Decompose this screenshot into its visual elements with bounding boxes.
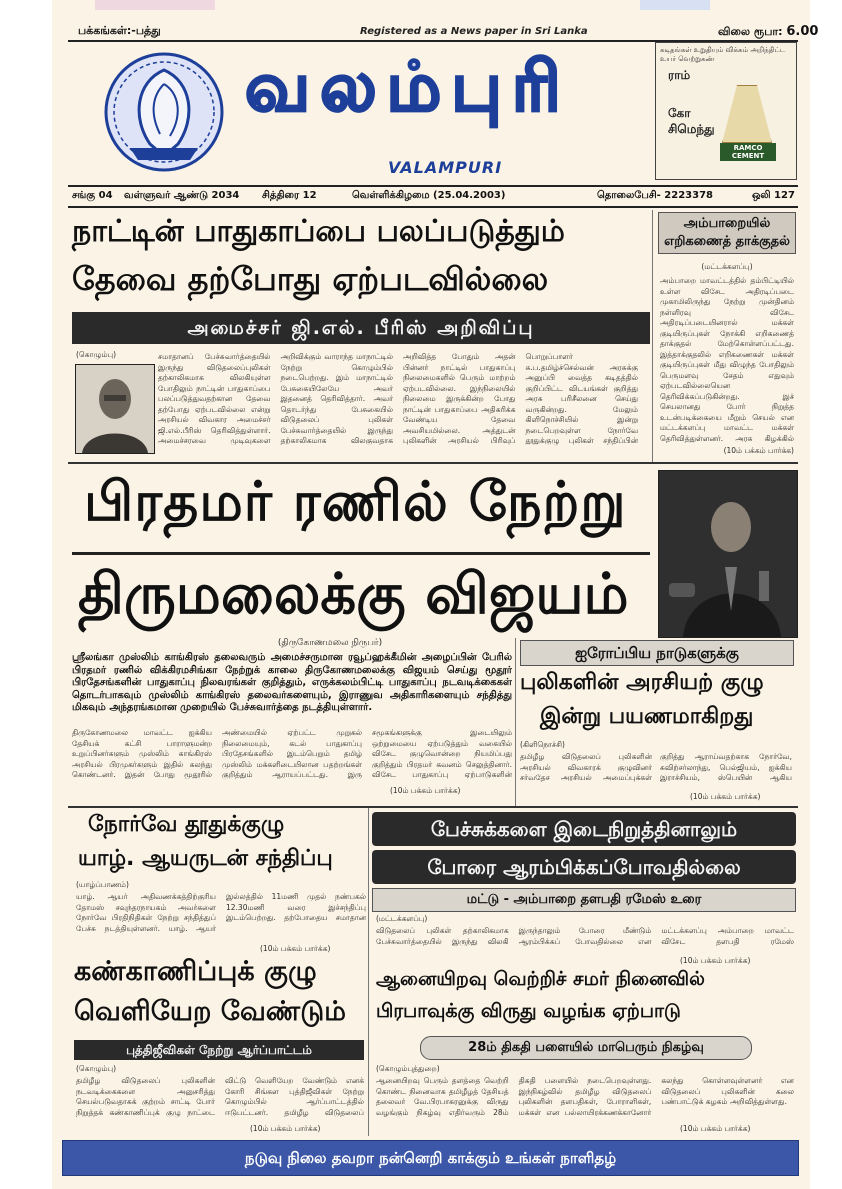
side-header-line1: அம்பாறையில் (683, 216, 771, 231)
press-photo-figure-icon (659, 471, 797, 637)
norway-dateline: (யாழ்ப்பாணம்) (76, 880, 129, 889)
section-divider (68, 462, 798, 464)
price-label: விலை ரூபா: (718, 25, 783, 38)
norway-continued: (10ம் பக்கம் பார்க்க) (260, 944, 331, 953)
pm-headline-line2: திருமலைக்கு விஜயம் (78, 562, 629, 627)
column-rule-right (652, 210, 653, 462)
portrait-figure-icon (76, 365, 154, 453)
elephant-banner: 28ம் திகதி பளையில் மாபெரும் நிகழ்வு (420, 1036, 752, 1060)
phone: தொலைபேசி- 2223378 (597, 190, 713, 201)
europe-body: தமிழீழ விடுதலைப் புலிகளின் அரசியல் விவகாரக் குழுவினர் சர்வதேச அரசியல் அமைப்புக்கள் குறித்து ஆராய்வதற்காக நோர்வே, சுவிற்சர்லாந்து, பெல்ஜியம், ஐக்கிய இராச்சியம், ஸ்பெயின் ஆகிய (520, 752, 792, 782)
monitor-continued: (10ம் பக்கம் பார்க்க) (250, 1124, 321, 1133)
volume: சங்கு 04 (72, 190, 113, 201)
elephant-dateline: (கொழும்புத்துறை) (376, 1064, 440, 1073)
norway-body: யாழ். ஆயர் அதிவணக்கத்திற்குரிய தோமஸ் சவுந்தரநாயகம் அவர்களை நோர்வே பிரதிநிதிகள் நேற்று சந்தித்துப் பேச்சு நடத்தியுள்ளனர். யாழ். ஆயர் இல்லத்தில் 11மணி முதல் நண்பகல் 12.30மணி வரை இச்சந்திப்பு இடம்பெற்றது. தற்போதைய சமாதான (76, 892, 366, 933)
pm-headline-line1: பிரதமர் ரணில் நேற்று (84, 470, 627, 533)
pm-body: திருகோணமலை மாவட்ட ஐக்கிய தேசியக் கட்சி பாராளுமன்ற உறுப்பினர்களும் முஸ்லிம் காங்கிரஸ் அரசியல் பிரமுகர்களும் இதில் கலந்து கொண்டனர். இதன் போது மூதூரில் அண்மையில் ஏற்பட்ட முறுகல் நிலைமையும், கடல் பாதுகாப்பு பிரதேசங்களில் இடம்பெறும் தமிழ் முஸ்லிம் மக்களிடையிலான பதற்றங்கள் குறித்தும் ஆராயப்பட்டது. இரு சமூகங்களுக்கு இடையிலும் ஒற்றுமையை ஏற்படுத்தும் வகையில் விசேட குழுவொன்றை நியமிப்பது குறித்தும் பிரதமர் கவனம் செலுத்தினார். விசேட பாதுகாப்பு ஏற்பாடுகளின் (72, 728, 512, 779)
elephant-body: ஆனையிறவு பெரும் தளத்தை வெற்றி கொண்ட நினைவாக தமிழீழத் தேசியத் தலைவர் வே.பிரபாகரனுக்கு விருது வழங்கும் நிகழ்வு எதிர்வரும் 28ம் திகதி பளையில் நடைபெறவுள்ளது. இந்நிகழ்வில் தமிழீழ விடுதலைப் புலிகளின் தளபதிகள், போராளிகள், மக்கள் என பல்லாயிரக்கணக்கானோர் கலந்து கொள்ளவுள்ளனர் என விடுதலைப் புலிகளின் கலை பண்பாட்டுக் கழகம் அறிவித்துள்ளது. (376, 1076, 794, 1117)
advert-brand: RAMCO CEMENT (720, 143, 776, 161)
monitor-headline-line2: வெளியேற வேண்டும் (74, 996, 346, 1027)
europe-continued: (10ம் பக்கம் பார்க்க) (690, 792, 761, 801)
europe-kicker: ஐரோப்பிய நாடுகளுக்கு (520, 640, 794, 666)
lead-headline-line2: தேவை தற்போது ஏற்படவில்லை (72, 260, 549, 298)
europe-dateline: (கிளிநொச்சி) (520, 740, 565, 749)
masthead-english: VALAMPURI (388, 158, 503, 177)
dateline-rule-top (68, 185, 798, 187)
side-story-header (658, 212, 796, 254)
advert-text: கடிதங்கள் உறுதியும் விக்கம் அறிந்திட்ட உயர் வெற்றுகண் (660, 46, 786, 63)
elephant-continued: (10ம் பக்கம் பார்க்க) (680, 1124, 751, 1133)
section-divider-2 (68, 806, 798, 808)
month: சித்திரை 12 (262, 190, 317, 201)
column-rule-bottom (368, 968, 369, 1136)
norway-headline-line2: யாழ். ஆயருடன் சந்திப்பு (78, 846, 333, 871)
advert-word-3: சிமெந்து (668, 122, 715, 136)
side-dateline: (மட்டக்களப்பு) (701, 262, 753, 271)
top-stamp-left (95, 0, 215, 10)
elephant-headline-line1: ஆனையிறவு வெற்றிச் சமர் நினைவில் (376, 968, 705, 990)
talks-headline-line1: பேச்சுக்களை இடைநிறுத்தினாலும் (372, 812, 796, 846)
lead-body: சமாதானப் பேச்சுவார்த்தையில் இருந்து விடுதலைப்புலிகள் தற்காலிகமாக விலகியுள்ள போதிலும் நாட்டின் பாதுகாப்பை பலப்படுத்துவதற்கான தேவை தற்போது ஏற்படவில்லை என்று அரசியல் விவகார அமைச்சர் ஜி.எல்.பீரிஸ் தெரிவித்துள்ளார். அமைச்சரவை முடிவுகளை அறிவிக்கும் வாராந்த மாநாட்டில் நேற்று கொழும்பில் நடைபெற்றது. இம் மாநாட்டில் பேசுகையிலேயே அவர் இதனைத் தெரிவித்தார். அவர் தொடர்ந்து பேசுகையில் விடுதலைப் புலிகள் பேச்சுவார்த்தையில் இருந்து தற்காலிகமாக விலகுவதாக அறிவித்த போதும் அதன் பின்னர் நாட்டில் பாதுகாப்பு நிலைமைகளில் பெரும் மாற்றம் ஏற்படவில்லை. இந்நிலையில் நிலைமை இருக்கின்ற போது நாட்டின் பாதுகாப்பை அதிகரிக்க வேண்டிய தேவை அவசியமில்லை. அத்துடன் புலிகளின் அரசியல் பிரிவுப் பொறுப்பாளர் சு.ப.தமிழ்ச்செல்வன் அரசுக்கு அனுப்பி வைத்த கடிதத்தில் குறிப்பிட்ட விடயங்கள் குறித்து அரசு பரிசீலனை செய்து வருகின்றது. மேலும் கிளிநொச்சியில் இன்று நடைபெறவுள்ள நோர்வே தூதுக்குழு புலிகள் சந்திப்பின் (158, 352, 638, 445)
advert-word-1: ராம் (668, 68, 691, 82)
pm-continued: (10ம் பக்கம் பார்க்க) (390, 786, 461, 795)
year: வள்ளுவர் ஆண்டு 2034 (124, 190, 240, 201)
masthead-title: வலம்புரி (245, 48, 571, 127)
europe-headline-line2: இன்று பயணமாகிறது (540, 704, 754, 729)
dateline-rule-bottom (68, 206, 798, 208)
advert-word-2: கோ (668, 106, 691, 120)
norway-headline-line1: நோர்வே தூதுக்குழு (88, 812, 285, 837)
price (718, 24, 818, 40)
pm-dateline: (திருகோணமலை நிருபர்) (277, 638, 383, 648)
registration-note: Registered as a News paper in Sri Lanka (360, 26, 588, 37)
price-value: 6.00 (786, 24, 819, 39)
pm-lead: ஸ்ரீலங்கா முஸ்லிம் காங்கிரஸ் தலைவரும் அமைச்சருமான ரவூப்ஹக்கீமின் அழைப்பின் பேரில் பிரதமர் ரணில் விக்கிரமசிங்கா நேற்றுக் காலை திருகோணமலைக்கு விஜயம் செய்து மூதூர் பிரதேசங்களின் பாதுகாப்பு நிலவரங்கள் குறித்தும், எருக்கலம்பிட்டி பாதுகாப்பு நடவடிக்கைகள் தொடர்பாகவும் முஸ்லிம் காங்கிரஸ் தலைவர்களையும், இராணுவ அதிகாரிகளையும் சந்தித்து மிகவும் அந்தரங்கமான முறையில் பேச்சுவார்த்தை நடத்தியுள்ளார். (72, 652, 512, 713)
pages-label: பக்கங்கள்:-பத்து (78, 24, 161, 37)
prime-minister-photo (658, 470, 798, 638)
side-body: அம்பாறை மாவட்டத்தில் தம்பிட்டியில் உள்ள விசேட அதிரடிப்படை முகாமிலிருந்து நேற்று முன்தினம் நள்ளிரவு விசேட அதிரடிப்படையினரால் மக்கள் குடியிருப்புகள் நோக்கி எறிகணைத் தாக்குதல் மேற்கொள்ளப்பட்டது. இத்தாக்குதலில் எறிகணைகள் மக்கள் குடியிருப்புகள் மீது விழுந்த போதிலும் பெருமளவு சேதம் எதுவும் ஏற்படவில்லையென தெரிவிக்கப்படுகின்றது. இச் செயலானது போர் நிறுத்த உடன்படிக்கையை மீறும் செயல் என மட்டக்களப்பு மாவட்ட மக்கள் தெரிவித்துள்ளனர். அரசு கிழக்கில் (660, 276, 794, 443)
lead-headline-line1: நாட்டின் பாதுகாப்பை பலப்படுத்தும் (72, 214, 565, 249)
talks-continued: (10ம் பக்கம் பார்க்க) (680, 956, 751, 965)
day: வெள்ளிக்கிழமை (25.04.2003) (352, 190, 506, 201)
ramco-advert (655, 42, 797, 180)
talks-headline-line2: போரை ஆரம்பிக்கப்போவதில்லை (372, 850, 796, 884)
top-stamp-right (640, 0, 710, 10)
side-continued: (10ம் பக்கம் பார்க்க) (723, 446, 794, 455)
column-rule-mid (515, 638, 516, 808)
monitor-dateline: (கொழும்பு) (76, 1064, 117, 1073)
europe-headline-line1: புலிகளின் அரசியற் குழு (520, 670, 764, 695)
talks-dateline: (மட்டக்களப்பு) (376, 914, 428, 923)
pm-headline-rule (72, 552, 650, 555)
column-rule-lower (368, 808, 369, 968)
lead-dateline: (கொழும்பு) (76, 350, 117, 359)
temple-tower-icon (722, 85, 772, 143)
side-header-line2: எறிகணைத் தாக்குதல் (664, 234, 790, 249)
talks-body: விடுதலைப் புலிகள் தற்காலிகமாக பேச்சுவார்த்தையில் இருந்து விலகி இருந்தாலும் போரை மீண்டும் ஆரம்பிக்கப் போவதில்லை என மட்டக்களப்பு அம்பாறை மாவட்ட விசேட தளபதி ரமேஸ் (376, 926, 794, 946)
talks-banner: மட்டு - அம்பாறை தளபதி ரமேஸ் உரை (372, 888, 796, 912)
monitor-body: தமிழீழ விடுதலைப் புலிகளின் நடவடிக்கைகளை அனுசரித்து செயல்படுவதாகக் குற்றம் சாட்டி போர் நிறுத்தக் கண்காணிப்புக் குழு நாட்டை விட்டு வெளியேற வேண்டும் எனக் கோரி சிங்கள புத்திஜீவிகள் நேற்று கொழும்பில் ஆர்ப்பாட்டத்தில் ஈடுபட்டனர். தமிழீழ விடுதலைப் (76, 1076, 364, 1117)
conch-emblem-icon (100, 48, 228, 176)
footer-slogan: நடுவு நிலை தவறா நன்னெறி காக்கும் உங்கள் நாளிதழ் (62, 1140, 799, 1176)
elephant-headline-line2: பிரபாவுக்கு விருது வழங்க ஏற்பாடு (376, 1000, 681, 1022)
lead-banner: அமைச்சர் ஜி.எல். பீரிஸ் அறிவிப்பு (72, 312, 650, 344)
monitor-banner: புத்திஜீவிகள் நேற்று ஆர்ப்பாட்டம் (74, 1040, 364, 1060)
monitor-headline-line1: கண்காணிப்புக் குழு (74, 956, 317, 987)
issue: ஒலி 127 (752, 190, 795, 201)
minister-photo (75, 364, 155, 454)
